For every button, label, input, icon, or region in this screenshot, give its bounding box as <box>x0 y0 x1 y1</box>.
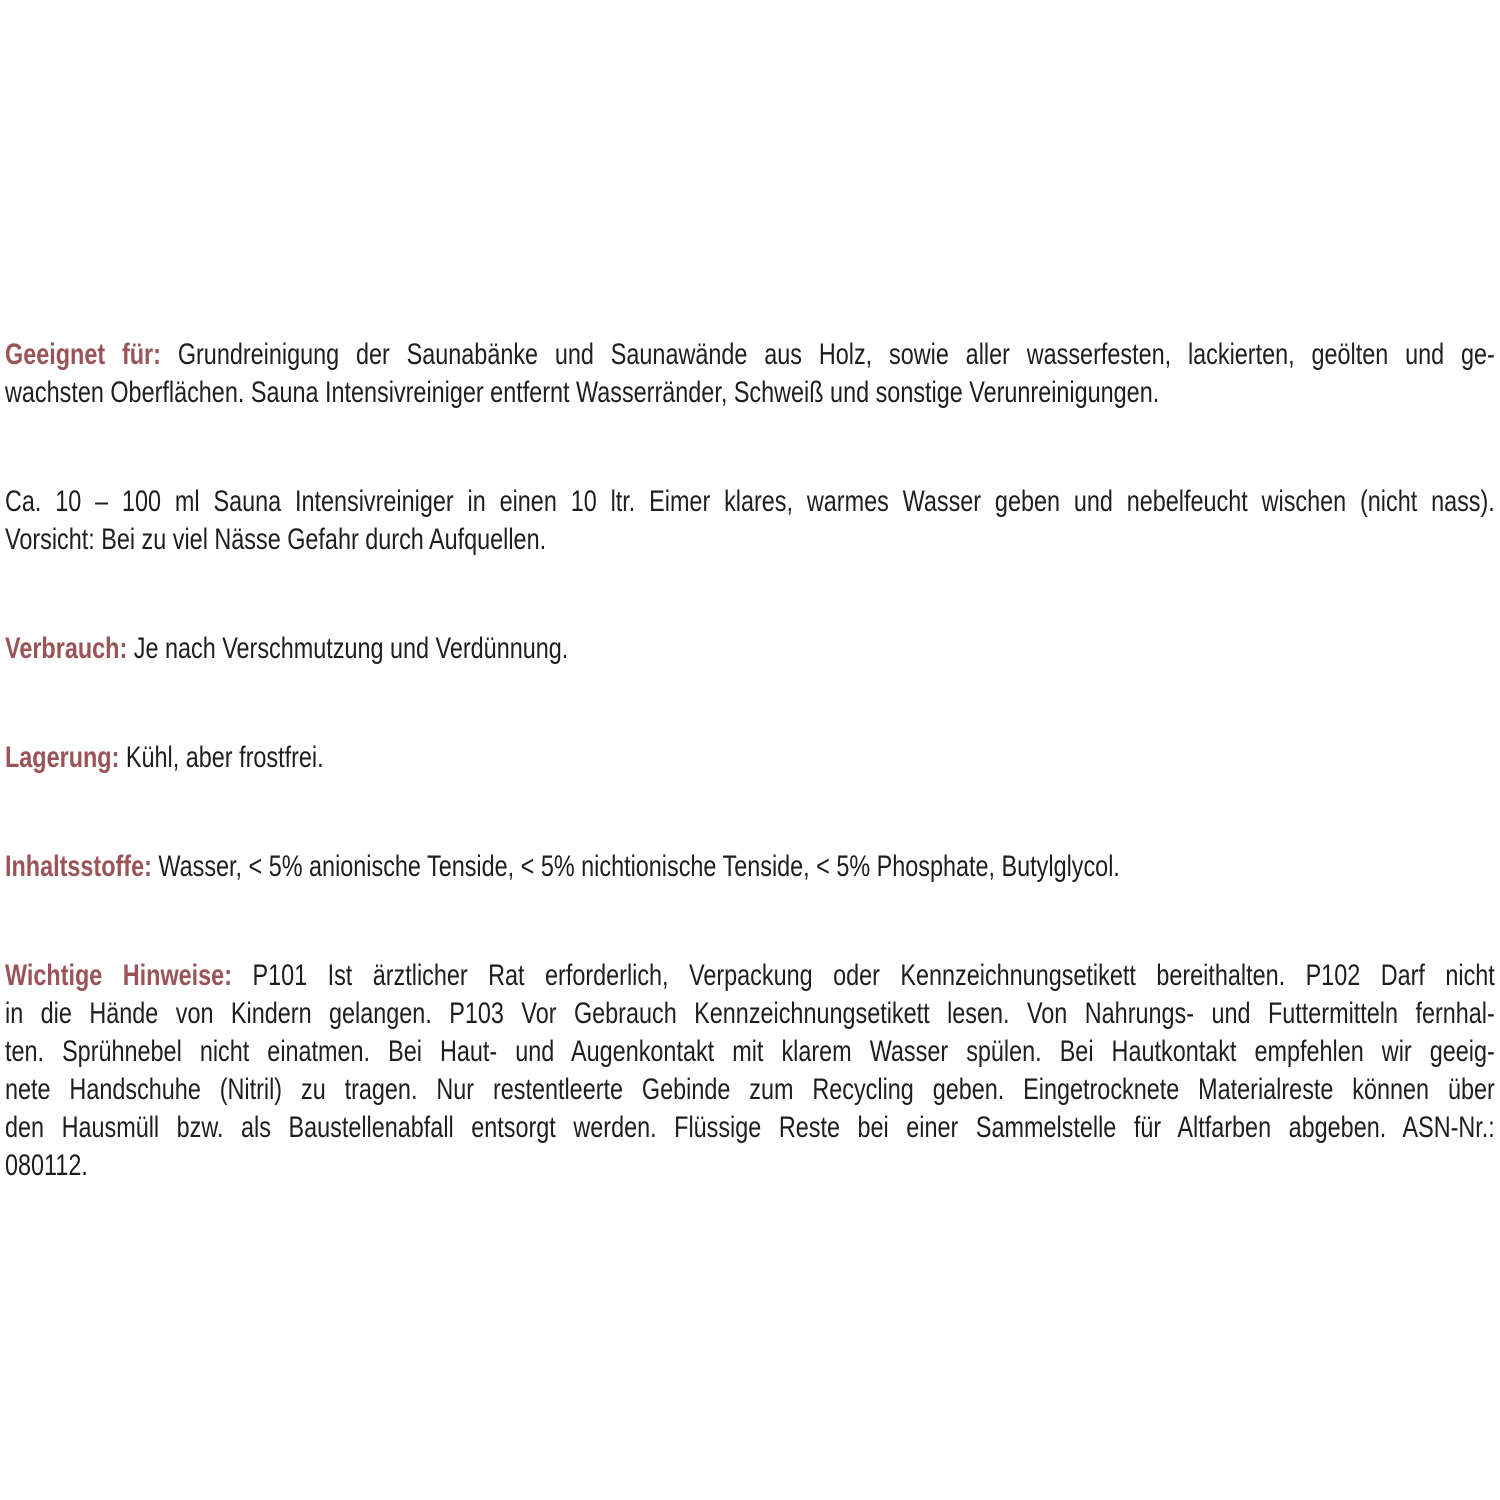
product-description-text <box>5 336 1495 1185</box>
paragraph <box>5 848 1495 886</box>
paragraph-line: den Hausmüll bzw. als Baustellenabfall entsorgt werden. Flüssige Reste bei einer Sammelstelle für Altfarben abgeben. ASN-Nr.: <box>5 1111 1495 1144</box>
paragraph-line: Ca. 10 – 100 ml Sauna Intensivreiniger in einen 10 ltr. Eimer klares, warmes Wasser geben und nebelfeucht wischen (nicht nass). <box>5 485 1495 518</box>
paragraph-line: nete Handschuhe (Nitril) zu tragen. Nur restentleerte Gebinde zum Recycling geben. Eingetrocknete Materialreste können über <box>5 1073 1495 1106</box>
paragraph-label: Geeignet für: <box>5 338 161 371</box>
paragraph-line: Inhaltsstoffe: Wasser, < 5% anionische Tenside, < 5% nichtionische Tenside, < 5% Phosphate, Butylglycol. <box>5 850 1120 883</box>
paragraph <box>5 483 1495 559</box>
paragraph <box>5 739 1495 777</box>
paragraph-line: Vorsicht: Bei zu viel Nässe Gefahr durch Aufquellen. <box>5 523 547 556</box>
paragraph-line: Geeignet für: Grundreinigung der Saunabänke und Saunawände aus Holz, sowie aller wasserfesten, lackierten, geölten und ge- <box>5 338 1495 371</box>
paragraph-label: Lagerung: <box>5 741 120 774</box>
paragraph-label: Verbrauch: <box>5 632 128 665</box>
paragraph-line: Wichtige Hinweise: P101 Ist ärztlicher Rat erforderlich, Verpackung oder Kennzeichnungsetikett bereithalten. P102 Darf nicht <box>5 959 1495 992</box>
paragraph-label: Wichtige Hinweise: <box>5 959 232 992</box>
paragraph-line: Verbrauch: Je nach Verschmutzung und Verdünnung. <box>5 632 569 665</box>
paragraph-line: 080112. <box>5 1149 88 1182</box>
paragraph <box>5 336 1495 412</box>
paragraph-line: ten. Sprühnebel nicht einatmen. Bei Haut- und Augenkontakt mit klarem Wasser spülen. Bei Hautkontakt empfehlen wir geeig- <box>5 1035 1495 1068</box>
paragraph <box>5 630 1495 668</box>
paragraph-line: Lagerung: Kühl, aber frostfrei. <box>5 741 324 774</box>
paragraph-label: Inhaltsstoffe: <box>5 850 152 883</box>
paragraph <box>5 957 1495 1185</box>
paragraph-line: in die Hände von Kindern gelangen. P103 Vor Gebrauch Kennzeichnungsetikett lesen. Von Nahrungs- und Futtermitteln fernhal- <box>5 997 1495 1030</box>
paragraph-line: wachsten Oberflächen. Sauna Intensivreiniger entfernt Wasserränder, Schweiß und sonstige Verunreinigungen. <box>5 376 1160 409</box>
